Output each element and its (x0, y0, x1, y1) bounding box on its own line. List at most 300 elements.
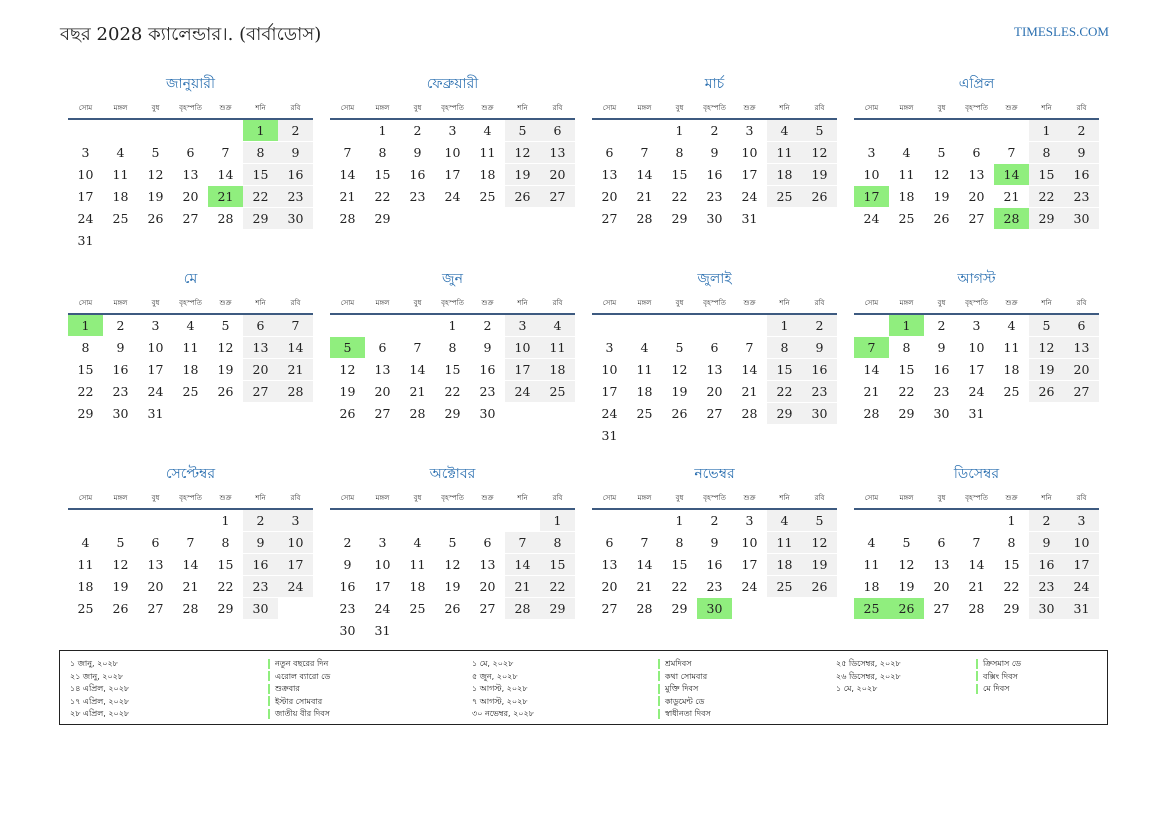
weekday-label: শনি (1041, 104, 1052, 112)
day-cell: 13 (540, 142, 575, 163)
day-cell: 13 (374, 362, 391, 377)
legend-holiday-name: বক্সিং দিবস (983, 671, 1018, 681)
day-cell: 3 (1064, 510, 1099, 531)
weekday-header (330, 297, 575, 309)
day-cell: 1 (1007, 513, 1016, 528)
day-cell: 27 (479, 601, 496, 616)
site-link[interactable]: TIMESLES.COM (1014, 24, 1109, 39)
day-cell: 20 (243, 359, 278, 380)
weekday-label: বুধ (151, 104, 160, 112)
day-cell: 25 (112, 211, 129, 226)
day-cell: 14 (863, 362, 880, 377)
day-cell: 23 (278, 186, 313, 207)
day-cell: 21 (409, 384, 426, 399)
day-cell: 13 (601, 167, 618, 182)
day-cell: 27 (243, 381, 278, 402)
legend-holiday-name: জাতীয় বীর দিবস (275, 709, 330, 718)
weekday-label: শনি (517, 104, 528, 112)
day-cell: 7 (640, 145, 649, 160)
weekday-header (592, 102, 837, 114)
day-cell: 16 (706, 557, 723, 572)
day-cell: 11 (182, 340, 199, 355)
day-cell: 6 (710, 340, 719, 355)
weekday-label: সোম (340, 494, 355, 502)
day-cell: 1 (540, 510, 575, 531)
day-cell: 2 (802, 315, 837, 336)
day-cell: 5 (221, 318, 230, 333)
day-cell: 10 (278, 532, 313, 553)
legend-holiday-name: স্বাধীনতা দিবস (665, 709, 711, 718)
day-cell: 12 (933, 167, 950, 182)
day-cell: 1 (221, 513, 230, 528)
weekday-label: রবি (290, 104, 301, 112)
weekday-label: শুক্র (219, 104, 232, 112)
weekday-label: বৃহস্পতি (965, 494, 988, 502)
legend-marker (268, 684, 270, 694)
weekday-label: সোম (78, 494, 93, 502)
day-cell: 16 (243, 554, 278, 575)
day-cell: 19 (898, 579, 915, 594)
day-cell: 17 (1064, 554, 1099, 575)
holiday-day-cell: 1 (243, 120, 278, 141)
header-rule (330, 508, 575, 510)
day-cell: 17 (278, 554, 313, 575)
day-cell: 10 (374, 557, 391, 572)
day-cell: 12 (1029, 337, 1064, 358)
legend-date: ১ আগস্ট, ২০২৮ (472, 684, 528, 693)
day-cell: 5 (448, 535, 457, 550)
weekday-label: বৃহস্পতি (179, 299, 202, 307)
day-cell: 27 (601, 211, 618, 226)
day-cell: 17 (147, 362, 164, 377)
day-cell: 11 (767, 532, 802, 553)
weekday-label: রবি (1076, 494, 1087, 502)
weekday-header (68, 492, 313, 504)
day-cell: 15 (898, 362, 915, 377)
day-cell: 18 (767, 164, 802, 185)
day-cell: 28 (505, 598, 540, 619)
weekday-label: শুক্র (1005, 104, 1018, 112)
day-cell: 17 (741, 167, 758, 182)
day-cell: 4 (81, 535, 90, 550)
legend-date: ১ মে, ২০২৮ (472, 659, 514, 668)
legend-marker (976, 659, 978, 669)
day-cell: 7 (186, 535, 195, 550)
holiday-day-cell: 25 (854, 598, 889, 619)
legend-holiday-name: নতুন বছরের দিন (275, 659, 329, 668)
day-cell: 4 (767, 120, 802, 141)
day-cell: 1 (378, 123, 387, 138)
weekday-label: শুক্র (481, 494, 494, 502)
day-cell: 7 (1007, 145, 1016, 160)
legend-date: ২৬ ডিসেম্বর, ২০২৮ (836, 671, 901, 681)
legend-marker (658, 659, 660, 669)
legend-date: ১ মে, ২০২৮ (836, 684, 878, 693)
day-cell: 11 (863, 557, 880, 572)
day-cell: 1 (675, 123, 684, 138)
holiday-day-cell: 5 (330, 337, 365, 358)
day-cell: 15 (767, 359, 802, 380)
day-cell: 8 (243, 142, 278, 163)
weekday-label: শনি (517, 494, 528, 502)
day-cell: 8 (767, 337, 802, 358)
day-cell: 3 (505, 315, 540, 336)
weekday-label: মঙ্গল (113, 299, 128, 307)
weekday-label: শুক্র (219, 299, 232, 307)
day-cell: 6 (937, 535, 946, 550)
legend-date: ১৭ এপ্রিল, ২০২৮ (70, 696, 130, 706)
day-cell: 4 (186, 318, 195, 333)
day-cell: 10 (741, 145, 758, 160)
day-cell: 2 (243, 510, 278, 531)
day-cell: 21 (968, 579, 985, 594)
weekday-label: মঙ্গল (637, 104, 652, 112)
legend-date: ২১ জানু, ২০২৮ (70, 671, 124, 681)
day-cell: 20 (182, 189, 199, 204)
day-cell: 21 (505, 576, 540, 597)
weekday-label: সোম (78, 104, 93, 112)
day-cell: 14 (968, 557, 985, 572)
day-cell: 15 (77, 362, 94, 377)
day-cell: 11 (112, 167, 129, 182)
legend-holiday-name: কথা সোমবার (665, 671, 708, 681)
day-cell: 9 (278, 142, 313, 163)
month-name: আগস্ট (957, 271, 996, 287)
day-cell: 15 (671, 557, 688, 572)
day-cell: 22 (540, 576, 575, 597)
weekday-label: রবি (1076, 104, 1087, 112)
day-cell: 23 (802, 381, 837, 402)
day-cell: 31 (77, 233, 94, 248)
day-cell: 12 (147, 167, 164, 182)
weekday-label: শুক্র (743, 299, 756, 307)
day-cell: 22 (374, 189, 391, 204)
day-cell: 12 (671, 362, 688, 377)
day-cell: 26 (217, 384, 234, 399)
month-name: অক্টোবর (429, 466, 476, 482)
day-cell: 11 (767, 142, 802, 163)
day-cell: 20 (933, 579, 950, 594)
weekday-header (68, 297, 313, 309)
day-cell: 30 (706, 211, 723, 226)
month-name: জুন (442, 271, 463, 287)
day-cell: 11 (1003, 340, 1020, 355)
month-name: ফেব্রুয়ারী (426, 76, 479, 92)
day-cell: 23 (112, 384, 129, 399)
weekday-label: শনি (255, 494, 266, 502)
day-cell: 26 (147, 211, 164, 226)
day-cell: 10 (601, 362, 618, 377)
day-cell: 17 (444, 167, 461, 182)
day-cell: 29 (217, 601, 234, 616)
day-cell: 16 (802, 359, 837, 380)
month-name: জুলাই (697, 271, 732, 287)
day-cell: 23 (409, 189, 426, 204)
day-cell: 22 (444, 384, 461, 399)
weekday-header (854, 492, 1099, 504)
weekday-label: শুক্র (743, 494, 756, 502)
day-cell: 19 (933, 189, 950, 204)
day-cell: 24 (77, 211, 94, 226)
day-cell: 17 (968, 362, 985, 377)
day-cell: 9 (483, 340, 492, 355)
day-cell: 10 (968, 340, 985, 355)
weekday-label: শুক্র (481, 104, 494, 112)
day-cell: 19 (802, 164, 837, 185)
day-cell: 10 (147, 340, 164, 355)
weekday-label: শুক্র (743, 104, 756, 112)
weekday-label: বুধ (151, 299, 160, 307)
day-cell: 24 (968, 384, 985, 399)
day-cell: 3 (151, 318, 160, 333)
day-cell: 26 (802, 186, 837, 207)
day-cell: 9 (802, 337, 837, 358)
day-cell: 26 (444, 601, 461, 616)
legend-holiday-name: শ্রমদিবস (665, 659, 692, 668)
day-cell: 4 (483, 123, 492, 138)
legend-holiday-name: এরোল ব্যারো ডে (275, 671, 331, 681)
day-cell: 23 (706, 189, 723, 204)
weekday-label: সোম (340, 299, 355, 307)
day-cell: 28 (409, 406, 426, 421)
weekday-header (68, 102, 313, 114)
day-cell: 28 (636, 211, 653, 226)
weekday-label: বৃহস্পতি (179, 104, 202, 112)
day-cell: 6 (151, 535, 160, 550)
day-cell: 5 (937, 145, 946, 160)
day-cell: 12 (802, 532, 837, 553)
weekday-label: শুক্র (219, 494, 232, 502)
day-cell: 14 (217, 167, 234, 182)
day-cell: 4 (867, 535, 876, 550)
day-cell: 6 (378, 340, 387, 355)
day-cell: 20 (147, 579, 164, 594)
day-cell: 13 (147, 557, 164, 572)
day-cell: 30 (1064, 208, 1099, 229)
day-cell: 29 (671, 211, 688, 226)
day-cell: 28 (217, 211, 234, 226)
day-cell: 7 (972, 535, 981, 550)
day-cell: 23 (706, 579, 723, 594)
weekday-label: শনি (779, 494, 790, 502)
day-cell: 3 (448, 123, 457, 138)
day-cell: 21 (1003, 189, 1020, 204)
legend-marker (658, 709, 660, 719)
day-cell: 20 (601, 579, 618, 594)
day-cell: 24 (601, 406, 618, 421)
legend-holiday-name: কাডুমেন্ট ডে (665, 696, 705, 706)
day-cell: 22 (1029, 186, 1064, 207)
month-name: নভেম্বর (694, 466, 735, 482)
day-cell: 5 (675, 340, 684, 355)
day-cell: 28 (863, 406, 880, 421)
day-cell: 16 (479, 362, 496, 377)
day-cell: 29 (1003, 601, 1020, 616)
day-cell: 3 (378, 535, 387, 550)
day-cell: 10 (1064, 532, 1099, 553)
day-cell: 24 (374, 601, 391, 616)
day-cell: 12 (898, 557, 915, 572)
day-cell: 2 (1064, 120, 1099, 141)
legend-marker (268, 696, 270, 706)
month-name: এপ্রিল (958, 76, 995, 92)
day-cell: 12 (444, 557, 461, 572)
weekday-label: বুধ (413, 104, 422, 112)
weekday-header (854, 102, 1099, 114)
legend-holiday-name: ইস্টার সোমবার (275, 696, 323, 706)
day-cell: 4 (902, 145, 911, 160)
day-cell: 14 (182, 557, 199, 572)
day-cell: 26 (933, 211, 950, 226)
day-cell: 31 (147, 406, 164, 421)
day-cell: 8 (221, 535, 230, 550)
day-cell: 20 (706, 384, 723, 399)
weekday-label: শনি (255, 299, 266, 307)
weekday-label: রবি (814, 104, 825, 112)
weekday-label: রবি (814, 494, 825, 502)
day-cell: 21 (741, 384, 758, 399)
day-cell: 3 (972, 318, 981, 333)
weekday-label: রবি (814, 299, 825, 307)
day-cell: 29 (1029, 208, 1064, 229)
holiday-day-cell: 1 (889, 315, 924, 336)
legend-date: ২৮ এপ্রিল, ২০২৮ (70, 709, 130, 718)
holiday-day-cell: 21 (208, 186, 243, 207)
day-cell: 22 (767, 381, 802, 402)
day-cell: 16 (933, 362, 950, 377)
day-cell: 26 (1029, 381, 1064, 402)
day-cell: 29 (671, 601, 688, 616)
day-cell: 29 (243, 208, 278, 229)
day-cell: 19 (339, 384, 356, 399)
day-cell: 22 (898, 384, 915, 399)
weekday-label: শুক্র (481, 299, 494, 307)
holiday-day-cell: 28 (994, 208, 1029, 229)
day-cell: 10 (444, 145, 461, 160)
day-cell: 21 (636, 189, 653, 204)
day-cell: 23 (1029, 576, 1064, 597)
legend-marker (268, 671, 270, 681)
day-cell: 7 (278, 315, 313, 336)
weekday-label: মঙ্গল (899, 104, 914, 112)
day-cell: 31 (374, 623, 391, 638)
day-cell: 10 (77, 167, 94, 182)
weekday-label: শনি (1041, 299, 1052, 307)
weekday-label: বুধ (413, 299, 422, 307)
weekday-label: বৃহস্পতি (703, 494, 726, 502)
day-cell: 31 (968, 406, 985, 421)
day-cell: 9 (343, 557, 352, 572)
day-cell: 31 (741, 211, 758, 226)
weekday-label: রবি (290, 494, 301, 502)
day-cell: 21 (863, 384, 880, 399)
weekday-label: সোম (340, 104, 355, 112)
day-cell: 17 (505, 359, 540, 380)
day-cell: 27 (968, 211, 985, 226)
day-cell: 16 (706, 167, 723, 182)
weekday-label: সোম (602, 299, 617, 307)
day-cell: 18 (898, 189, 915, 204)
day-cell: 25 (540, 381, 575, 402)
day-cell: 15 (1029, 164, 1064, 185)
day-cell: 1 (448, 318, 457, 333)
day-cell: 20 (540, 164, 575, 185)
day-cell: 2 (278, 120, 313, 141)
day-cell: 6 (243, 315, 278, 336)
day-cell: 15 (243, 164, 278, 185)
day-cell: 24 (741, 189, 758, 204)
day-cell: 23 (339, 601, 356, 616)
day-cell: 29 (898, 406, 915, 421)
day-cell: 13 (968, 167, 985, 182)
legend-marker (976, 671, 978, 681)
day-cell: 2 (483, 318, 492, 333)
day-cell: 12 (112, 557, 129, 572)
weekday-label: রবি (1076, 299, 1087, 307)
day-cell: 31 (1064, 598, 1099, 619)
day-cell: 14 (505, 554, 540, 575)
day-cell: 23 (243, 576, 278, 597)
day-cell: 18 (636, 384, 653, 399)
day-cell: 24 (1064, 576, 1099, 597)
day-cell: 8 (1007, 535, 1016, 550)
weekday-header (330, 102, 575, 114)
weekday-label: বুধ (151, 494, 160, 502)
weekday-label: সোম (78, 299, 93, 307)
day-cell: 13 (182, 167, 199, 182)
day-cell: 26 (802, 576, 837, 597)
weekday-header (592, 492, 837, 504)
weekday-label: শুক্র (1005, 494, 1018, 502)
weekday-header (592, 297, 837, 309)
day-cell: 21 (636, 579, 653, 594)
day-cell: 24 (278, 576, 313, 597)
day-cell: 8 (378, 145, 387, 160)
day-cell: 7 (343, 145, 352, 160)
holiday-day-cell: 14 (994, 164, 1029, 185)
day-cell: 8 (675, 145, 684, 160)
day-cell: 6 (540, 120, 575, 141)
day-cell: 4 (640, 340, 649, 355)
day-cell: 23 (933, 384, 950, 399)
day-cell: 2 (710, 123, 719, 138)
day-cell: 16 (409, 167, 426, 182)
day-cell: 18 (112, 189, 129, 204)
day-cell: 27 (147, 601, 164, 616)
day-cell: 23 (1064, 186, 1099, 207)
day-cell: 18 (409, 579, 426, 594)
weekday-label: বৃহস্পতি (965, 104, 988, 112)
day-cell: 19 (217, 362, 234, 377)
day-cell: 25 (479, 189, 496, 204)
month-name: ডিসেম্বর (953, 466, 1000, 482)
weekday-label: বৃহস্পতি (441, 494, 464, 502)
day-cell: 15 (540, 554, 575, 575)
legend-holiday-name: মুক্তি দিবস (665, 684, 699, 693)
day-cell: 13 (706, 362, 723, 377)
weekday-label: বুধ (413, 494, 422, 502)
day-cell: 14 (278, 337, 313, 358)
day-cell: 21 (278, 359, 313, 380)
day-cell: 14 (636, 167, 653, 182)
day-cell: 11 (409, 557, 426, 572)
day-cell: 11 (77, 557, 94, 572)
day-cell: 24 (863, 211, 880, 226)
day-cell: 5 (505, 120, 540, 141)
day-cell: 11 (898, 167, 915, 182)
day-cell: 12 (217, 340, 234, 355)
day-cell: 17 (741, 557, 758, 572)
